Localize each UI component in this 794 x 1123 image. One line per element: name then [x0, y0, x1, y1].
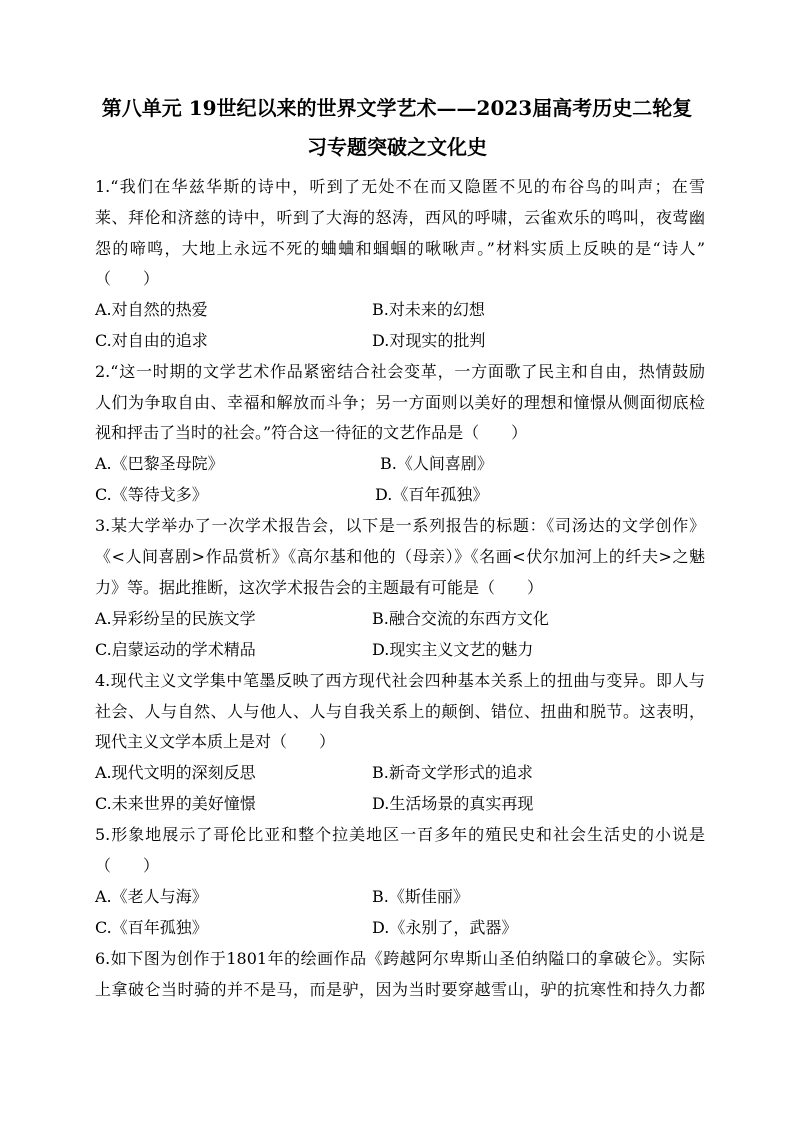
option-c: C.《等待戈多》 [95, 485, 208, 504]
question-stem-line: 社会、人与自然、人与他人、人与自我关系上的颠倒、错位、扭曲和脱节。这表明， [95, 702, 705, 721]
option-b: B.对未来的幻想 [372, 300, 485, 319]
option-a: A.现代文明的深刻反思 [95, 763, 256, 782]
option-c: C.对自由的追求 [95, 331, 208, 350]
option-c: C.《百年孤独》 [95, 918, 208, 937]
question-stem-line: 上拿破仑当时骑的并不是马，而是驴，因为当时要穿越雪山，驴的抗寒性和持久力都 [95, 980, 705, 999]
option-c: C.启蒙运动的学术精品 [95, 640, 256, 659]
question-stem-line: 2.“这一时期的文学艺术作品紧密结合社会变革，一方面歌了民主和自由，热情鼓励 [95, 362, 705, 381]
option-d: D.《百年孤独》 [375, 485, 489, 504]
option-d: D.《永别了，武器》 [372, 918, 518, 937]
question-stem-line: 1.“我们在华兹华斯的诗中，听到了无处不在而又隐匿不见的布谷鸟的叫声；在雪 [95, 177, 705, 196]
document-title-line-2: 习专题突破之文化史 [307, 135, 487, 159]
question-stem-line: 3.某大学举办了一次学术报告会，以下是一系列报告的标题：《司汤达的文学创作》 [95, 516, 705, 535]
option-a: A.异彩纷呈的民族文学 [95, 609, 256, 628]
question-stem-line: 5.形象地展示了哥伦比亚和整个拉美地区一百多年的殖民史和社会生活史的小说是 [95, 825, 705, 844]
option-a: A.对自然的热爱 [95, 300, 208, 319]
question-stem-line: （ ） [95, 269, 160, 288]
option-b: B.《斯佳丽》 [372, 887, 469, 906]
option-c: C.未来世界的美好憧憬 [95, 794, 256, 813]
question-stem-line: （ ） [95, 856, 160, 875]
option-a: A.《巴黎圣母院》 [95, 454, 224, 473]
option-b: B.融合交流的东西方文化 [372, 609, 549, 628]
option-b: B.新奇文学形式的追求 [372, 763, 533, 782]
question-stem-line: 6.如下图为创作于1801年的绘画作品《跨越阿尔卑斯山圣伯纳隘口的拿破仑》。实际 [95, 949, 705, 968]
question-stem-line: 《<人间喜剧>作品赏析》《高尔基和他的（母亲）》《名画<伏尔加河上的纤夫>之魅 [95, 547, 705, 566]
option-d: D.现实主义文艺的魅力 [372, 640, 534, 659]
option-d: D.对现实的批判 [372, 331, 486, 350]
option-b: B.《人间喜剧》 [380, 454, 493, 473]
question-stem-line: 人们为争取自由、幸福和解放而斗争；另一方面则以美好的理想和憧憬从侧面彻底检 [95, 393, 705, 412]
question-stem-line: 怨的啼鸣，大地上永远不死的蛐蛐和蝈蝈的啾啾声。”材料实质上反映的是“诗人” [95, 239, 705, 258]
document-title-line-1: 第八单元 19世纪以来的世界文学艺术——2023届高考历史二轮复 [101, 96, 693, 120]
question-stem-line: 4.现代主义文学集中笔墨反映了西方现代社会四种基本关系上的扭曲与变异。即人与 [95, 671, 705, 690]
question-stem-line: 视和抨击了当时的社会。”符合这一待征的文艺作品是（ ） [95, 423, 528, 442]
option-a: A.《老人与海》 [95, 887, 208, 906]
question-stem-line: 莱、拜伦和济慈的诗中，听到了大海的怒涛，西风的呼啸，云雀欢乐的鸣叫，夜莺幽 [95, 208, 705, 227]
question-stem-line: 现代主义文学本质上是对（ ） [95, 732, 336, 751]
question-stem-line: 力》等。据此推断，这次学术报告会的主题最有可能是（ ） [95, 578, 544, 597]
option-d: D.生活场景的真实再现 [372, 794, 534, 813]
